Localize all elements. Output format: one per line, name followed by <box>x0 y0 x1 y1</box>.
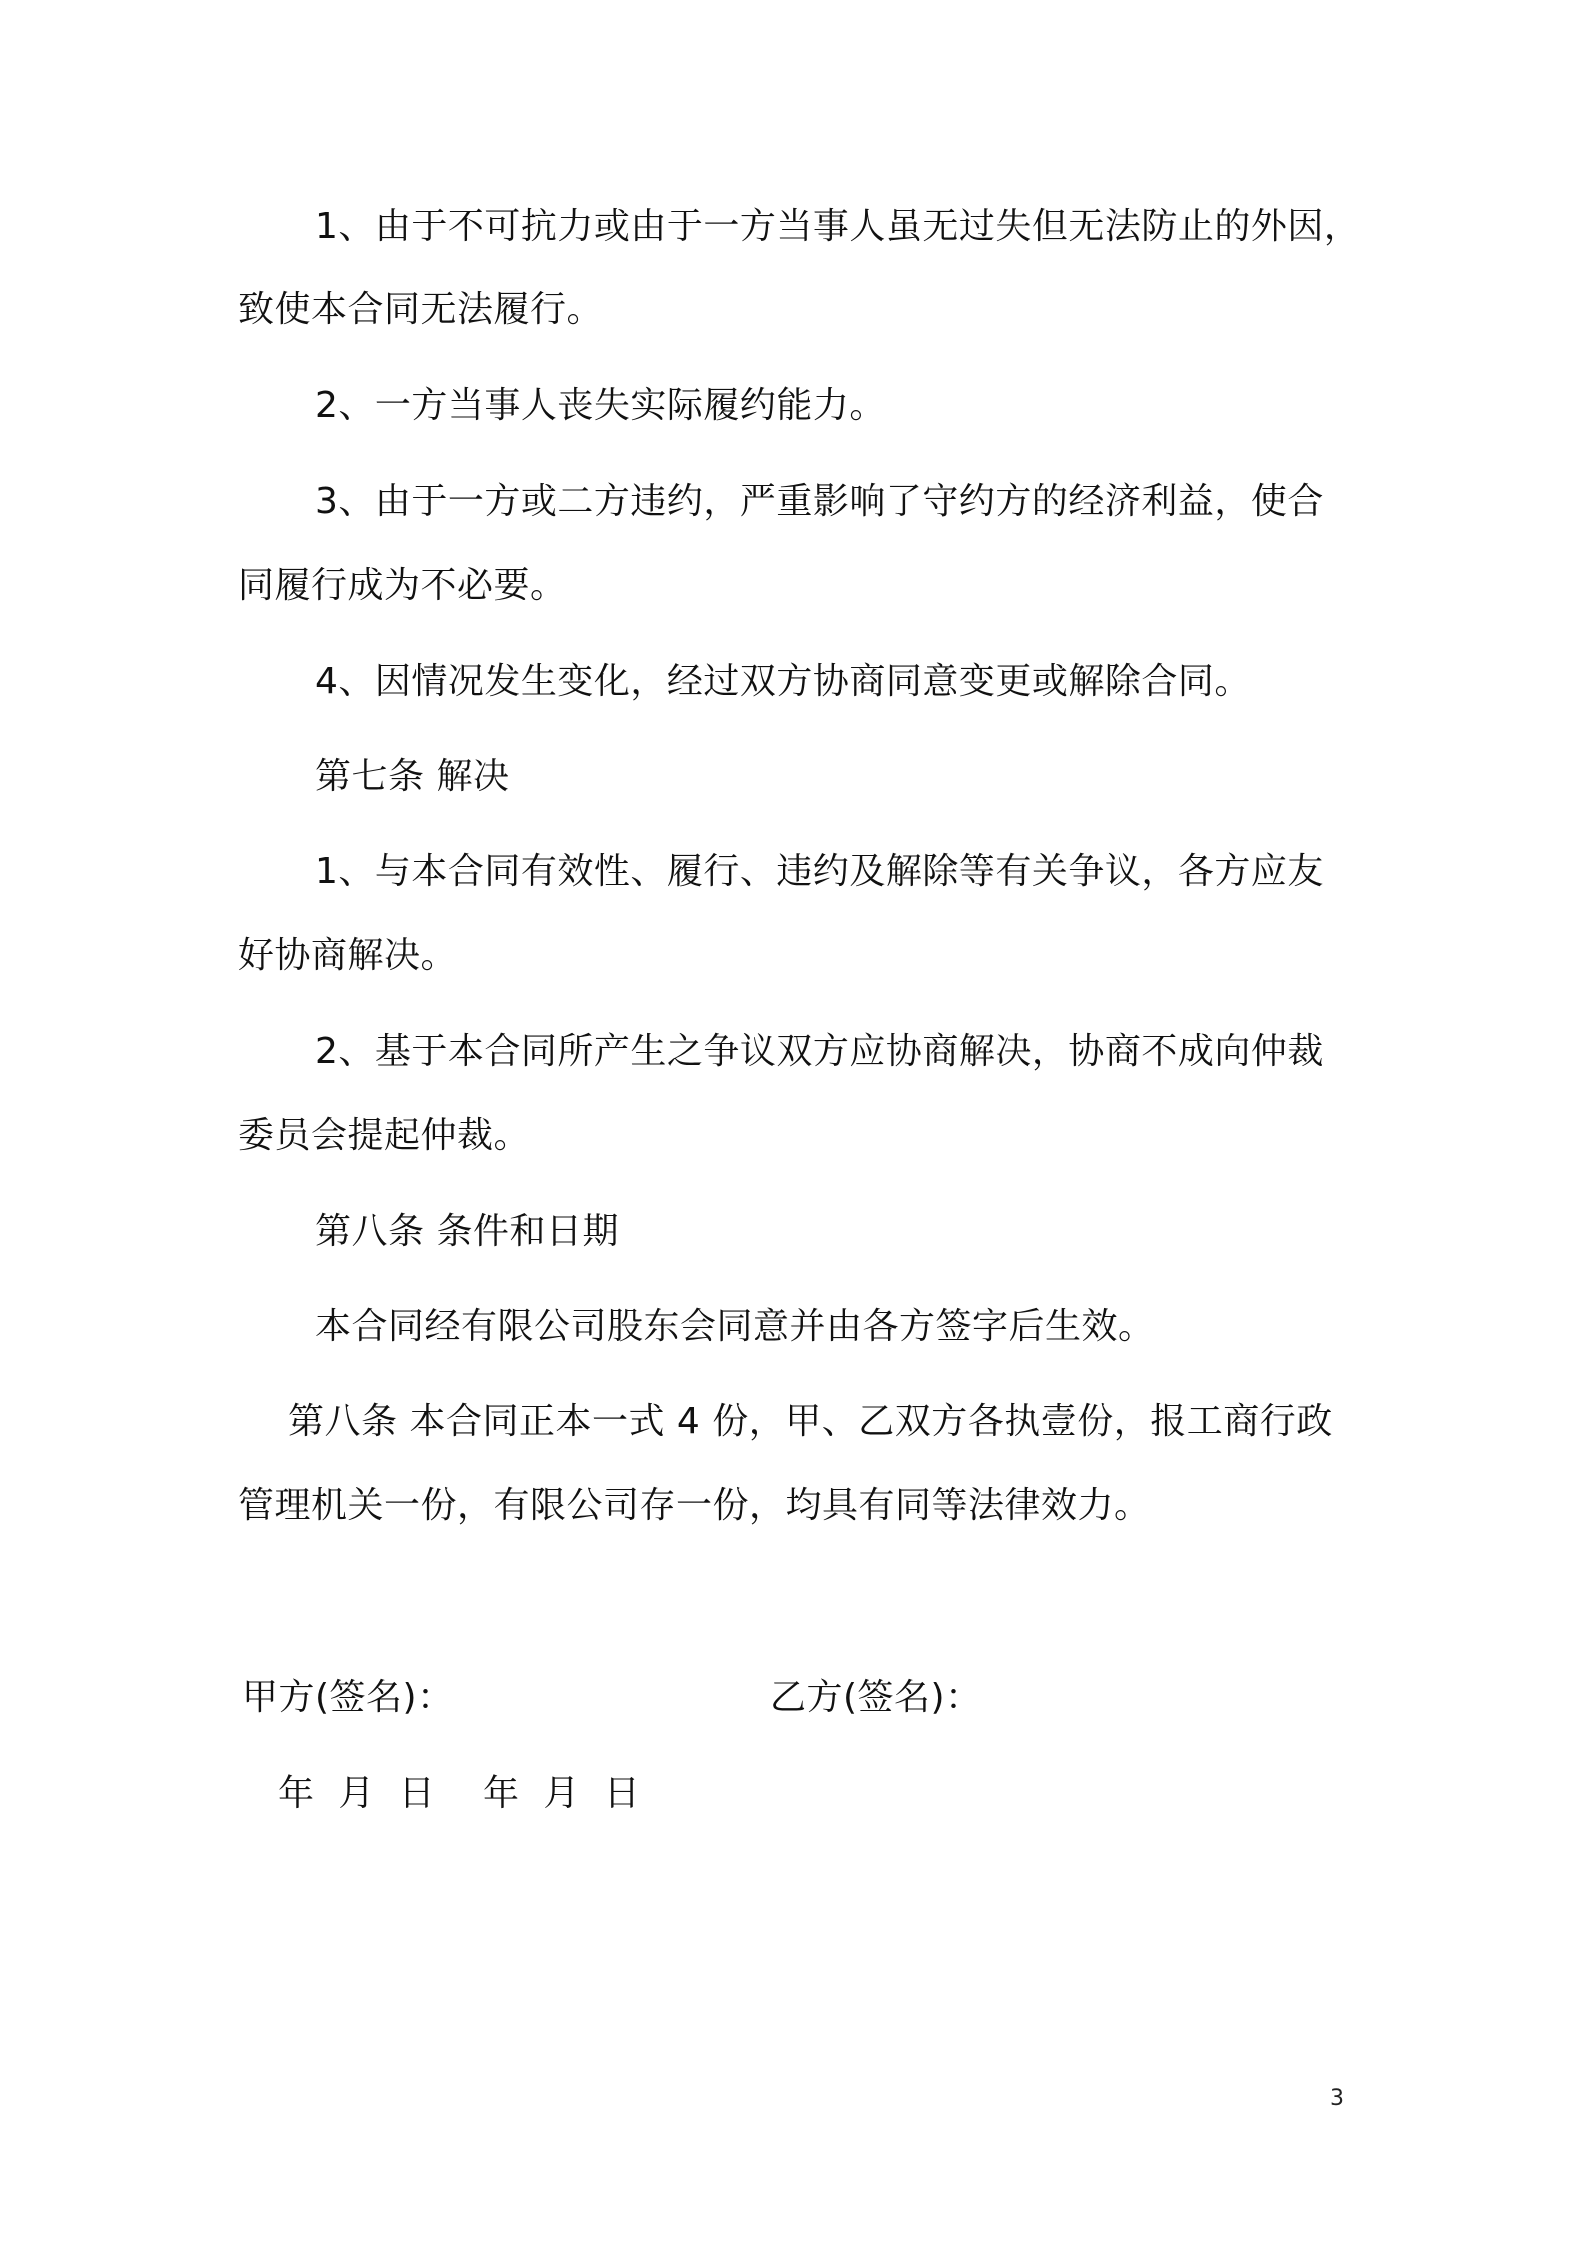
paragraph-3-line-2: 同履行成为不必要。 <box>238 565 567 606</box>
paragraph-1-line-2: 致使本合同无法履行。 <box>238 289 604 330</box>
paragraph-4-line-1: 4、因情况发生变化，经过双方协商同意变更或解除合同。 <box>315 661 1251 702</box>
signature-party-b: 乙方(签名)： <box>770 1677 982 1718</box>
paragraph-2-line-1: 2、一方当事人丧失实际履约能力。 <box>315 385 886 426</box>
date-line: 年 月 日 年 月 日 <box>278 1773 641 1814</box>
paragraph-5-line-2: 好协商解决。 <box>238 935 458 976</box>
paragraph-8-line-1: 第八条 本合同正本一式 4 份，甲、乙双方各执壹份，报工商行政 <box>288 1401 1333 1442</box>
article-7-heading: 第七条 解决 <box>315 756 510 797</box>
paragraph-5-line-1: 1、与本合同有效性、履行、违约及解除等有关争议，各方应友 <box>315 851 1324 892</box>
paragraph-7-line-1: 本合同经有限公司股东会同意并由各方签字后生效。 <box>315 1306 1155 1347</box>
paragraph-3-line-1: 3、由于一方或二方违约，严重影响了守约方的经济利益，使合 <box>315 481 1324 522</box>
paragraph-6-line-1: 2、基于本合同所产生之争议双方应协商解决，协商不成向仲裁 <box>315 1031 1324 1072</box>
signature-party-a: 甲方(签名)： <box>242 1677 454 1718</box>
article-8-heading: 第八条 条件和日期 <box>315 1211 619 1252</box>
paragraph-1-line-1: 1、由于不可抗力或由于一方当事人虽无过失但无法防止的外因， <box>315 206 1361 247</box>
page-number: 3 <box>1330 2086 1344 2111</box>
paragraph-6-line-2: 委员会提起仲裁。 <box>238 1115 531 1156</box>
paragraph-8-line-2: 管理机关一份，有限公司存一份，均具有同等法律效力。 <box>238 1485 1151 1526</box>
